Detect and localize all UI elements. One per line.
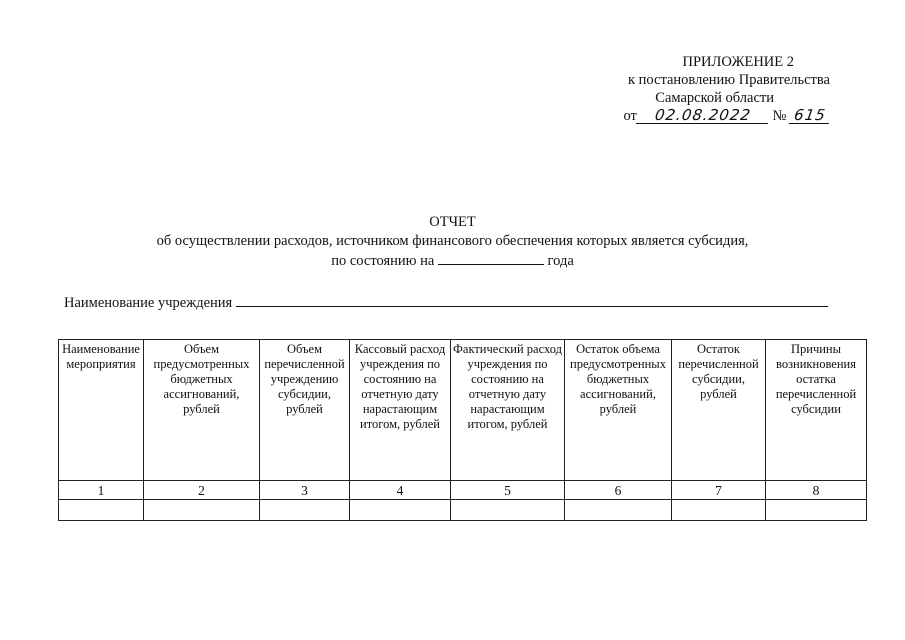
number-prefix: № xyxy=(772,108,787,124)
column-number: 7 xyxy=(672,481,766,500)
column-number: 2 xyxy=(144,481,260,500)
handwritten-date: 02.08.2022 xyxy=(636,107,770,124)
report-title-block xyxy=(0,213,905,271)
appendix-region-line: Самарской области xyxy=(655,90,774,106)
report-subtitle: об осуществлении расходов, источником финансового обеспечения которых является субсидия, xyxy=(156,233,749,249)
column-header: Наименование мероприятия xyxy=(59,340,144,481)
table-row xyxy=(59,500,867,521)
column-header: Причины возникновения остатка перечисленной субсидии xyxy=(766,340,867,481)
appendix-resolution-line: к постановлению Правительства xyxy=(628,72,830,88)
column-number: 8 xyxy=(766,481,867,500)
table-cell[interactable] xyxy=(144,500,260,521)
appendix-date-line xyxy=(530,107,830,125)
state-date-blank[interactable] xyxy=(438,251,544,265)
column-header: Фактический расход учреждения по состоянию на отчетную дату нарастающим итогом, рублей xyxy=(451,340,565,481)
institution-blank[interactable] xyxy=(236,294,828,307)
column-header: Остаток объема предусмотренных бюджетных ассигнований, рублей xyxy=(565,340,672,481)
institution-line xyxy=(64,294,828,312)
table-cell[interactable] xyxy=(260,500,350,521)
table-cell[interactable] xyxy=(565,500,672,521)
table-cell[interactable] xyxy=(451,500,565,521)
date-prefix: от xyxy=(623,108,637,124)
column-header: Кассовый расход учреждения по состоянию на отчетную дату нарастающим итогом, рублей xyxy=(350,340,451,481)
table-cell[interactable] xyxy=(59,500,144,521)
report-table xyxy=(58,339,867,521)
table-cell[interactable] xyxy=(766,500,867,521)
state-prefix: по состоянию на xyxy=(331,253,435,269)
appendix-title: ПРИЛОЖЕНИЕ 2 xyxy=(682,54,794,70)
column-number: 6 xyxy=(565,481,672,500)
column-number: 4 xyxy=(350,481,451,500)
column-number: 3 xyxy=(260,481,350,500)
report-state-line xyxy=(0,251,905,271)
report-heading: ОТЧЕТ xyxy=(429,214,476,230)
column-number-row xyxy=(59,481,867,500)
state-suffix: года xyxy=(547,253,574,269)
appendix-header xyxy=(530,53,830,125)
table-cell[interactable] xyxy=(672,500,766,521)
column-header: Остаток перечисленной субсидии, рублей xyxy=(672,340,766,481)
table-header-row xyxy=(59,340,867,481)
table-cell[interactable] xyxy=(350,500,451,521)
handwritten-number: 615 xyxy=(789,107,831,124)
column-number: 1 xyxy=(59,481,144,500)
institution-label: Наименование учреждения xyxy=(64,295,233,311)
column-number: 5 xyxy=(451,481,565,500)
column-header: Объем перечисленной учреждению субсидии, рублей xyxy=(260,340,350,481)
column-header: Объем предусмотренных бюджетных ассигнований, рублей xyxy=(144,340,260,481)
